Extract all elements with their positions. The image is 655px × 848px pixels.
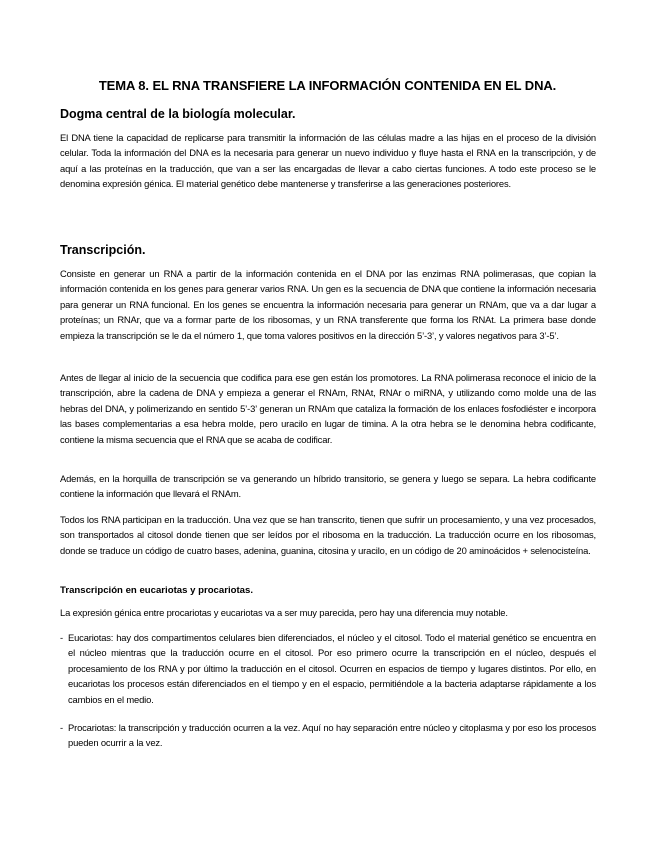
paragraph-transcripcion-1: Consiste en generar un RNA a partir de la información contenida en el DNA por las enzimas RNA polimerasas, que copian la información contenida en los genes para generar varios RNA. Un gen es la secuencia de DNA que contiene la información necesaria para generar un RNA funcional. En los genes se encuentra la información necesaria para generar un RNAm, que va a dar lugar a proteínas; un RNAr, que va a formar parte de los ribosomas, y un RNA transferente que forma los RNAt. La primera base donde empieza la transcripción se le da el número 1, que toma valores positivos en la dirección 5’-3’, y valores negativos para 3’-5’.	[60, 268, 596, 341]
list-item-eucariotas	[60, 630, 596, 707]
paragraph-transcripcion-3: Además, en la horquilla de transcripción se va generando un híbrido transitorio, se genera y luego se separa. La hebra codificante contiene la información que llevará el RNAm.	[60, 473, 596, 500]
subsection-heading-eucariotas-procariotas: Transcripción en eucariotas y procariotas.	[60, 585, 254, 596]
bullet-dash: -	[60, 722, 63, 733]
list-item-text: Procariotas: la transcripción y traducción ocurren a la vez. Aquí no hay separación entre núcleo y citoplasma y por eso los procesos pueden ocurrir a la vez.	[68, 722, 596, 749]
paragraph-transcripcion-4: Todos los RNA participan en la traducción. Una vez que se han transcrito, tienen que sufrir un procesamiento, y una vez procesados, son transportados al citosol donde tienen que ser leídos por el ribosoma en la traducción. La traducción ocurre en los ribosomas, donde se traduce un código de cuatro bases, adenina, guanina, citosina y uracilo, en un código de 20 aminoácidos + selenocisteína.	[60, 514, 596, 556]
paragraph-transcripcion-2: Antes de llegar al inicio de la secuencia que codifica para ese gen están los promotores. La RNA polimerasa reconoce el inicio de la transcripción, abre la cadena de DNA y empieza a generar el RNAm, RNAt, RNAr o miRNA, y utilizando como molde una de las hebras del DNA, y polimerizando en sentido 5’-3’ generan un RNAm que cataliza la formación de los enlaces fosfodiéster e incorpora las bases complementarias a esa hebra molde, pero uracilo en lugar de timina. A la otra hebra se le denomina hebra codificante, contiene la misma secuencia que el RNA que se acaba de codificar.	[60, 372, 596, 445]
paragraph-intro-expresion: La expresión génica entre procariotas y eucariotas va a ser muy parecida, pero hay una diferencia muy notable.	[60, 607, 508, 618]
page-title: TEMA 8. EL RNA TRANSFIERE LA INFORMACIÓN CONTENIDA EN EL DNA.	[98, 78, 557, 93]
list-item-text: Eucariotas: hay dos compartimentos celulares bien diferenciados, el núcleo y el citosol. Todo el material genético se encuentra en el núcleo mientras que la traducción ocurre en el citosol. Por eso primero ocurre la transcripción en el núcleo, después el procesamiento de los RNA y por último la traducción en el citosol. Ocurren en espacios de tiempo y lugares distintos. Por ello, en eucariotas los procesos están diferenciados en el tiempo y en el espacio, permitiéndole a la bacteria adaptarse rápidamente a los cambios en el medio.	[68, 632, 596, 705]
bullet-dash: -	[60, 632, 63, 643]
paragraph-dogma: El DNA tiene la capacidad de replicarse para transmitir la información de las células madre a las hijas en el proceso de la división celular. Toda la información del DNA es la necesaria para generar un nuevo individuo y fluye hasta el RNA en la transcripción, y de aquí a las proteínas en la traducción, que van a ser las encargadas de llevar a cabo ciertas funciones. A todo este proceso se le denomina expresión génica. El material genético debe mantenerse y transferirse a las generaciones posteriores.	[60, 132, 596, 190]
section-heading-dogma: Dogma central de la biología molecular.	[60, 107, 296, 121]
section-heading-transcripcion: Transcripción.	[60, 243, 146, 257]
list-item-procariotas	[60, 720, 596, 751]
